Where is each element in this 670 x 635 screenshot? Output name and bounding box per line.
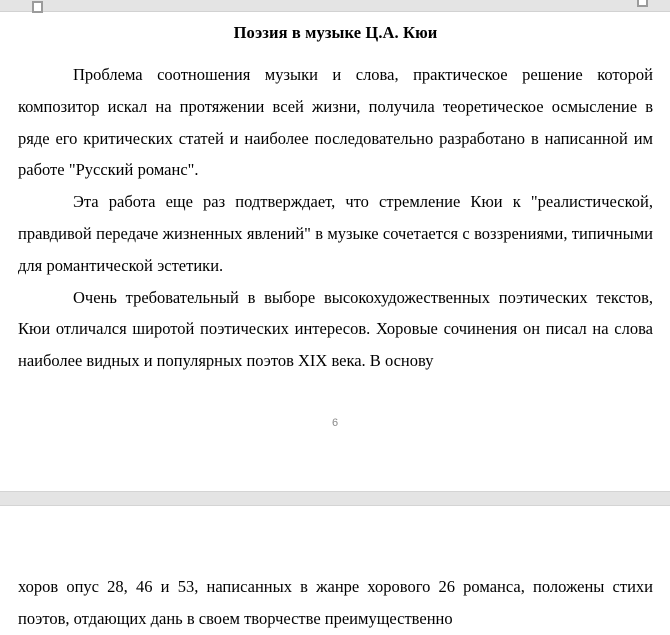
page-break-gap <box>0 491 670 506</box>
page-2-body <box>18 571 653 635</box>
page-number-label: 6 <box>331 417 339 429</box>
top-ruler-band <box>0 0 670 12</box>
document-page-1[interactable] <box>0 13 670 491</box>
right-margin-marker-icon[interactable] <box>637 0 648 7</box>
page-title: Поэзия в музыке Ц.А. Кюи <box>233 23 438 42</box>
page-1-body <box>18 23 653 377</box>
paragraph: Проблема соотношения музыки и слова, практическое решение которой композитор искал на протяжении всей жизни, получила теоретическое осмысление в ряде его критических статей и наиболее последовательно разработано в написанной им работе "Русский романс". <box>18 65 653 180</box>
left-margin-marker-icon[interactable] <box>32 1 43 13</box>
paragraph: Эта работа еще раз подтверждает, что стремление Кюи к "реалистической, правдивой передаче жизненных явлений" в музыке сочетается с воззрениями, типичными для романтической эстетики. <box>18 192 653 275</box>
paragraph: хоров опус 28, 46 и 53, написанных в жанре хорового 26 романса, положены стихи поэтов, отдающих дань в своем творчестве преимущественно <box>18 577 653 628</box>
paragraph: Очень требовательный в выборе высокохудожественных поэтических текстов, Кюи отличался широтой поэтических интересов. Хоровые сочинения он писал на слова наиболее видных и популярных поэтов XIX века. В основу <box>18 287 653 371</box>
document-page-2[interactable] <box>0 506 670 632</box>
